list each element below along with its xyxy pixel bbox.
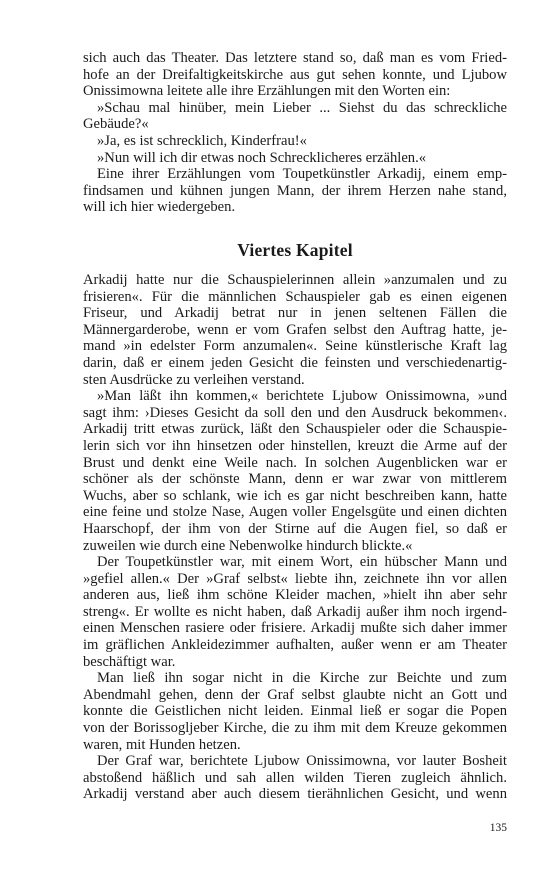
text-line: »Ja, es ist schrecklich, Kinderfrau!« — [97, 132, 307, 149]
text-line: Abendmahl gehen, denn der Graf selbst glaubte nicht an Gott und — [83, 686, 507, 703]
text-line: streng«. Er wollte es nicht haben, daß Arkadij außer ihm noch irgend- — [83, 603, 507, 620]
text-line: Arkadij hatte nur die Schauspielerinnen allein »anzumalen und zu — [83, 272, 507, 288]
text-line: »gefiel allen.« Der »Graf selbst« liebte ihn, zeichnete ihn vor allen — [83, 570, 507, 587]
text-line: eine feine und stolze Nase, Augen voller Engelsgüte und einen dichten — [83, 504, 507, 521]
chapter-heading: Viertes Kapitel — [237, 240, 353, 260]
text-line: Der Graf war, berichtete Ljubow Onissimowna, vor lauter Bosheit — [97, 753, 507, 770]
text-line: »Nun will ich dir etwas noch Schrecklicheres erzählen.« — [97, 149, 427, 166]
text-line: Der Toupetkünstler war, mit einem Wort, ein hübscher Mann und — [97, 554, 507, 571]
text-line: schöner als der schönste Mann, denn er war zwar von mittlerem — [83, 471, 507, 488]
text-line: abstoßend häßlich und sah allen wilden Tieren zugleich ähnlich. — [83, 769, 507, 786]
text-line: waren, mit Hunden hetzen. — [83, 736, 241, 753]
text-line: anderen aus, ließ ihm schöne Kleider machen, »hielt ihn aber sehr — [83, 587, 507, 604]
text-line: Onissimowna leitete alle ihre Erzählungen mit den Worten ein: — [83, 83, 451, 100]
text-line: im gräflichen Ankleidezimmer aufhalten, außer wenn er am Theater — [83, 637, 507, 654]
text-block-main — [83, 272, 507, 803]
text-line: von der Borissoglјeber Kirche, die zu ihm mit dem Kreuze gekommen — [83, 720, 507, 737]
text-line: Friseur, und Arkadij betrat nur in jenen seltenen Fällen die — [83, 305, 507, 322]
text-line: »Man läßt ihn kommen,« berichtete Ljubow Onissimowna, »und — [97, 388, 507, 405]
text-line: findsamen und kühnen jungen Mann, der ihrem Herzen nahe stand, — [83, 182, 507, 199]
text-line: sagt ihm: ›Dieses Gesicht da soll den und den Ausdruck bekommen‹. — [83, 404, 507, 421]
text-line: einen Menschen rasiere oder frisiere. Arkadij mußte sich daher immer — [83, 620, 507, 637]
text-line: beschäftigt war. — [83, 653, 176, 670]
page-number: 135 — [489, 822, 507, 834]
text-line: will ich hier wiedergeben. — [83, 199, 236, 216]
text-line: Gebäude?« — [83, 116, 149, 133]
text-line: sich auch das Theater. Das letztere stand so, daß man es vom Fried- — [83, 50, 507, 66]
text-line: Arkadij tritt etwas zurück, läßt den Schauspieler oder die Schauspie- — [83, 421, 507, 438]
text-line: sten Ausdrücke zu verleihen verstand. — [83, 371, 305, 388]
text-line: Männergarderobe, wenn er vom Grafen selbst den Auftrag hatte, je- — [83, 321, 507, 338]
text-line: darin, daß er einem jeden Gesicht die feinsten und verschiedenartig- — [83, 354, 507, 371]
text-line: mand »in edelster Form anzumalen«. Seine künstlerische Kraft lag — [83, 338, 507, 355]
text-line: Eine ihrer Erzählungen vom Toupetkünstler Arkadij, einem emp- — [97, 166, 507, 183]
text-line: Brust und denkt eine Weile nach. In solchen Augenblicken war er — [83, 454, 507, 471]
text-line: Arkadij verstand aber auch diesem tierähnlichen Gesicht, und wenn — [83, 786, 507, 803]
text-line: lerin sich vor ihn hinsetzen oder hinstellen, kreuzt die Arme auf der — [83, 437, 507, 454]
text-block-top — [83, 50, 507, 216]
text-line: Haarschopf, der ihm von der Stirne auf die Augen fiel, so daß er — [83, 520, 507, 537]
text-line: zuweilen wie durch eine Nebenwolke hindurch blickte.« — [83, 537, 413, 554]
text-line: konnte die Geistlichen nicht leiden. Einmal ließ er sogar die Popen — [83, 703, 507, 720]
text-line: frisieren«. Für die männlichen Schauspieler gab es einen eigenen — [83, 288, 507, 305]
text-line: Man ließ ihn sogar nicht in die Kirche zur Beichte und zum — [97, 670, 507, 687]
text-line: hofe an der Dreifaltigkeitskirche aus gut sehen konnte, und Ljubow — [83, 66, 507, 83]
text-line: »Schau mal hinüber, mein Lieber ... Siehst du das schreckliche — [97, 99, 507, 116]
text-line: Wuchs, aber so schlank, wie ich es gar nicht beschreiben kann, hatte — [83, 487, 507, 504]
